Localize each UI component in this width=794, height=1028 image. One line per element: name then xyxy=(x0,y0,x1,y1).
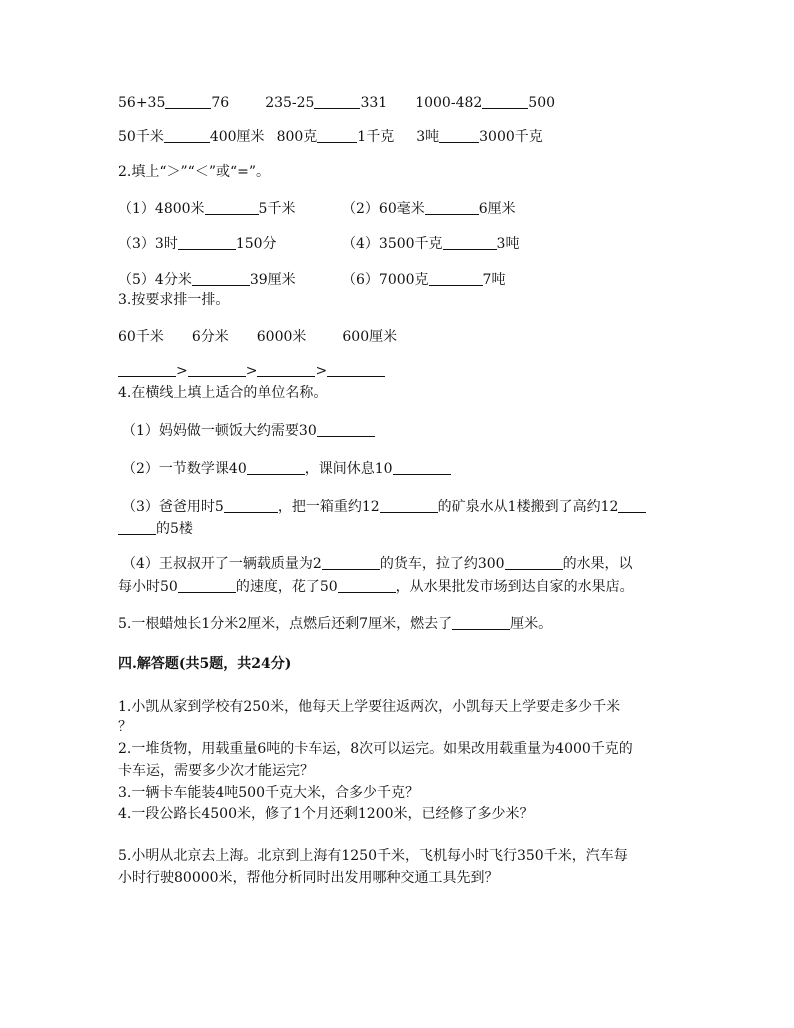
q2-item-4: （4）3500千克 3吨 xyxy=(342,236,520,252)
answer-blank[interactable] xyxy=(165,94,211,109)
compare-right: 331 xyxy=(360,95,388,111)
answer-blank[interactable] xyxy=(192,271,250,286)
q4-item-4: （4）王叔叔开了一辆载质量为2 的货车，拉了约300 的水果，以 xyxy=(122,556,633,572)
q3-values xyxy=(118,328,397,346)
q2-item-6: （6）7000克 7吨 xyxy=(342,272,506,288)
question-5: 5.一根蜡烛长1分米2厘米，点燃后还剩7厘米，燃去了 厘米。 xyxy=(118,616,553,632)
problem-4: 4.一段公路长4500米，修了1个月还剩1200米，已经修了多少米？ xyxy=(118,806,534,822)
compare-left: 50千米 xyxy=(118,129,164,145)
q4-item-3-cont: 的5楼 xyxy=(118,520,193,538)
answer-blank[interactable] xyxy=(317,128,357,143)
compare-right: 76 xyxy=(211,95,230,111)
answer-blank[interactable] xyxy=(164,128,210,143)
answer-blank[interactable] xyxy=(452,615,510,630)
answer-blank[interactable] xyxy=(393,460,451,475)
q3-value: 600厘米 xyxy=(342,329,398,345)
compare-left: 3吨 xyxy=(416,129,440,145)
q4-item-2: （2）一节数学课40 ，课间休息10 xyxy=(122,460,451,478)
answer-blank[interactable] xyxy=(224,498,278,513)
question-4-title: 4.在横线上填上适合的单位名称。 xyxy=(118,385,328,401)
compare-right: 400厘米 xyxy=(209,129,265,145)
q4-item-3: （3）爸爸用时5 ，把一箱重约12 的矿泉水从1楼搬到了高约12 xyxy=(122,498,646,516)
answer-blank[interactable] xyxy=(257,362,315,377)
answer-blank[interactable] xyxy=(338,578,396,593)
problem-1-line-1: 1.小凯从家到学校有250米，他每天上学要往返两次，小凯每天上学要走多少千米 xyxy=(118,699,621,715)
compare-left: 235-25 xyxy=(265,95,315,111)
answer-blank[interactable] xyxy=(205,200,259,215)
answer-blank[interactable] xyxy=(425,200,479,215)
answer-blank[interactable] xyxy=(317,422,375,437)
problem-2-line-2: 卡车运，需要多少次才能运完？ xyxy=(118,763,314,779)
compare-left: 800克 xyxy=(276,129,318,145)
compare-right: 1千克 xyxy=(357,129,395,145)
q2-item-2: （2）60毫米 6厘米 xyxy=(342,201,516,217)
problem-3: 3.一辆卡车能装4吨500千克大米，合多少千克？ xyxy=(118,785,419,801)
answer-blank[interactable] xyxy=(618,498,646,513)
compare-right: 500 xyxy=(528,95,556,111)
answer-blank[interactable] xyxy=(178,578,236,593)
q4-item-1: （1）妈妈做一顿饭大约需要30 xyxy=(122,422,375,440)
problem-5-line-1: 5.小明从北京去上海。北京到上海有1250千米，飞机每小时飞行350千米，汽车每 xyxy=(118,848,628,864)
answer-blank[interactable] xyxy=(429,271,483,286)
greater-than-sign: > xyxy=(245,363,258,379)
compare-right: 3000千克 xyxy=(479,129,543,145)
problem-5-line-2: 小时行驶80000米，帮他分析同时出发用哪种交通工具先到？ xyxy=(118,870,499,886)
q3-answer-line xyxy=(118,362,385,380)
q2-item-1: （1）4800米 5千米 xyxy=(118,201,296,217)
compare-left: 56+35 xyxy=(118,95,166,111)
q3-value: 6分米 xyxy=(191,329,229,345)
answer-blank[interactable] xyxy=(505,555,563,570)
q3-value: 6000米 xyxy=(256,329,307,345)
answer-blank[interactable] xyxy=(380,498,438,513)
answer-blank[interactable] xyxy=(322,555,380,570)
q2-item-3: （3）3时 150分 xyxy=(118,236,277,252)
answer-blank[interactable] xyxy=(314,94,360,109)
q3-value: 60千米 xyxy=(118,329,164,345)
answer-blank[interactable] xyxy=(178,235,236,250)
answer-blank[interactable] xyxy=(118,520,156,535)
question-2-title: 2.填上“＞”“＜”或“=”。 xyxy=(118,164,271,180)
compare-row-1 xyxy=(118,94,555,112)
compare-left: 1000-482 xyxy=(415,95,483,111)
problem-1-line-2: ？ xyxy=(118,719,132,735)
answer-blank[interactable] xyxy=(482,94,528,109)
answer-blank[interactable] xyxy=(118,362,176,377)
answer-blank[interactable] xyxy=(327,362,385,377)
section-4-heading: 四.解答题(共5题，共24分) xyxy=(118,656,292,672)
problem-2-line-1: 2.一堆货物，用载重量6吨的卡车运，8次可以运完。如果改用载重量为4000千克的 xyxy=(118,741,633,757)
greater-than-sign: > xyxy=(315,363,328,379)
question-3-title: 3.按要求排一排。 xyxy=(118,292,230,308)
answer-blank[interactable] xyxy=(247,460,305,475)
answer-blank[interactable] xyxy=(439,128,479,143)
q4-item-4-cont: 每小时50 的速度，花了50 ，从水果批发市场到达自家的水果店。 xyxy=(118,579,634,595)
answer-blank[interactable] xyxy=(443,235,497,250)
compare-row-2 xyxy=(118,128,543,146)
answer-blank[interactable] xyxy=(188,362,246,377)
q2-item-5: （5）4分米 39厘米 xyxy=(118,272,296,288)
greater-than-sign: > xyxy=(176,363,188,379)
